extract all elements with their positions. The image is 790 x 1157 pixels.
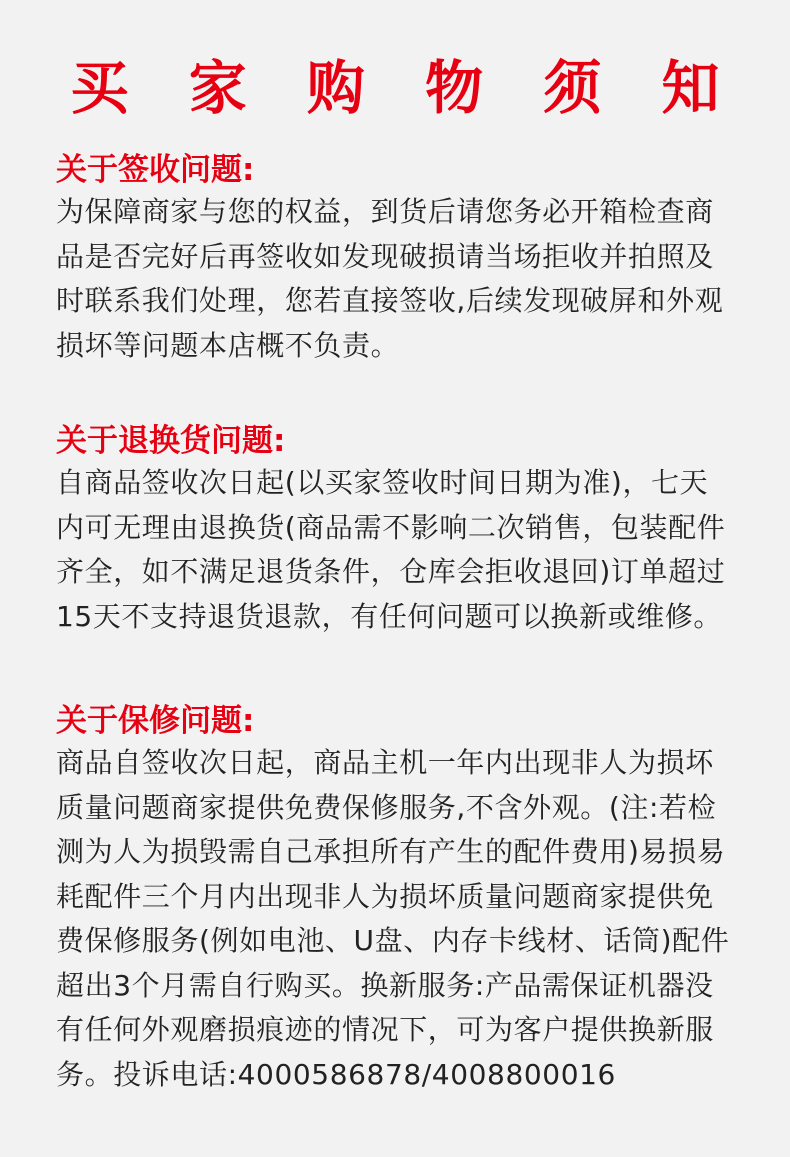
section-returns <box>56 421 776 639</box>
body-line: 超出3个月需自行购买。换新服务:产品需保证机器没 <box>56 968 714 1002</box>
body-line: 耗配件三个月内出现非人为损坏质量问题商家提供免 <box>56 879 714 913</box>
body-line: 务。投诉电话:4000586878/4008800016 <box>56 1057 616 1091</box>
body-line: 费保修服务(例如电池、U盘、内存卡线材、话筒)配件 <box>56 924 730 957</box>
section-body <box>56 741 776 1097</box>
section-signing <box>56 150 776 368</box>
section-heading: 关于退换货问题: <box>56 423 286 459</box>
body-line: 测为人为损毁需自己承担所有产生的配件费用)易损易 <box>56 835 726 868</box>
body-line: 商品自签收次日起，商品主机一年内出现非人为损坏 <box>56 746 714 779</box>
page-title: 买 家 购 物 须 知 <box>70 54 740 122</box>
body-line: 时联系我们处理，您若直接签收,后续发现破屏和外观 <box>56 284 724 317</box>
body-line: 为保障商家与您的权益，到货后请您务必开箱检查商 <box>56 195 714 228</box>
body-line: 自商品签收次日起(以买家签收时间日期为准)，七天 <box>56 466 709 499</box>
body-line: 有任何外观磨损痕迹的情况下，可为客户提供换新服 <box>56 1013 714 1046</box>
section-body <box>56 190 776 368</box>
section-warranty <box>56 701 776 1097</box>
section-body <box>56 461 776 639</box>
body-line: 齐全，如不满足退货条件，仓库会拒收退回)订单超过 <box>56 555 726 588</box>
section-heading: 关于签收问题: <box>56 152 255 188</box>
section-heading: 关于保修问题: <box>56 703 255 739</box>
body-line: 15天不支持退货退款，有任何问题可以换新或维修。 <box>56 599 723 633</box>
body-line: 质量问题商家提供免费保修服务,不含外观。(注:若检 <box>56 790 717 824</box>
body-line: 品是否完好后再签收如发现破损请当场拒收并拍照及 <box>56 239 714 273</box>
body-line: 内可无理由退换货(商品需不影响二次销售，包装配件 <box>56 510 726 544</box>
body-line: 损坏等问题本店概不负责。 <box>56 328 400 362</box>
